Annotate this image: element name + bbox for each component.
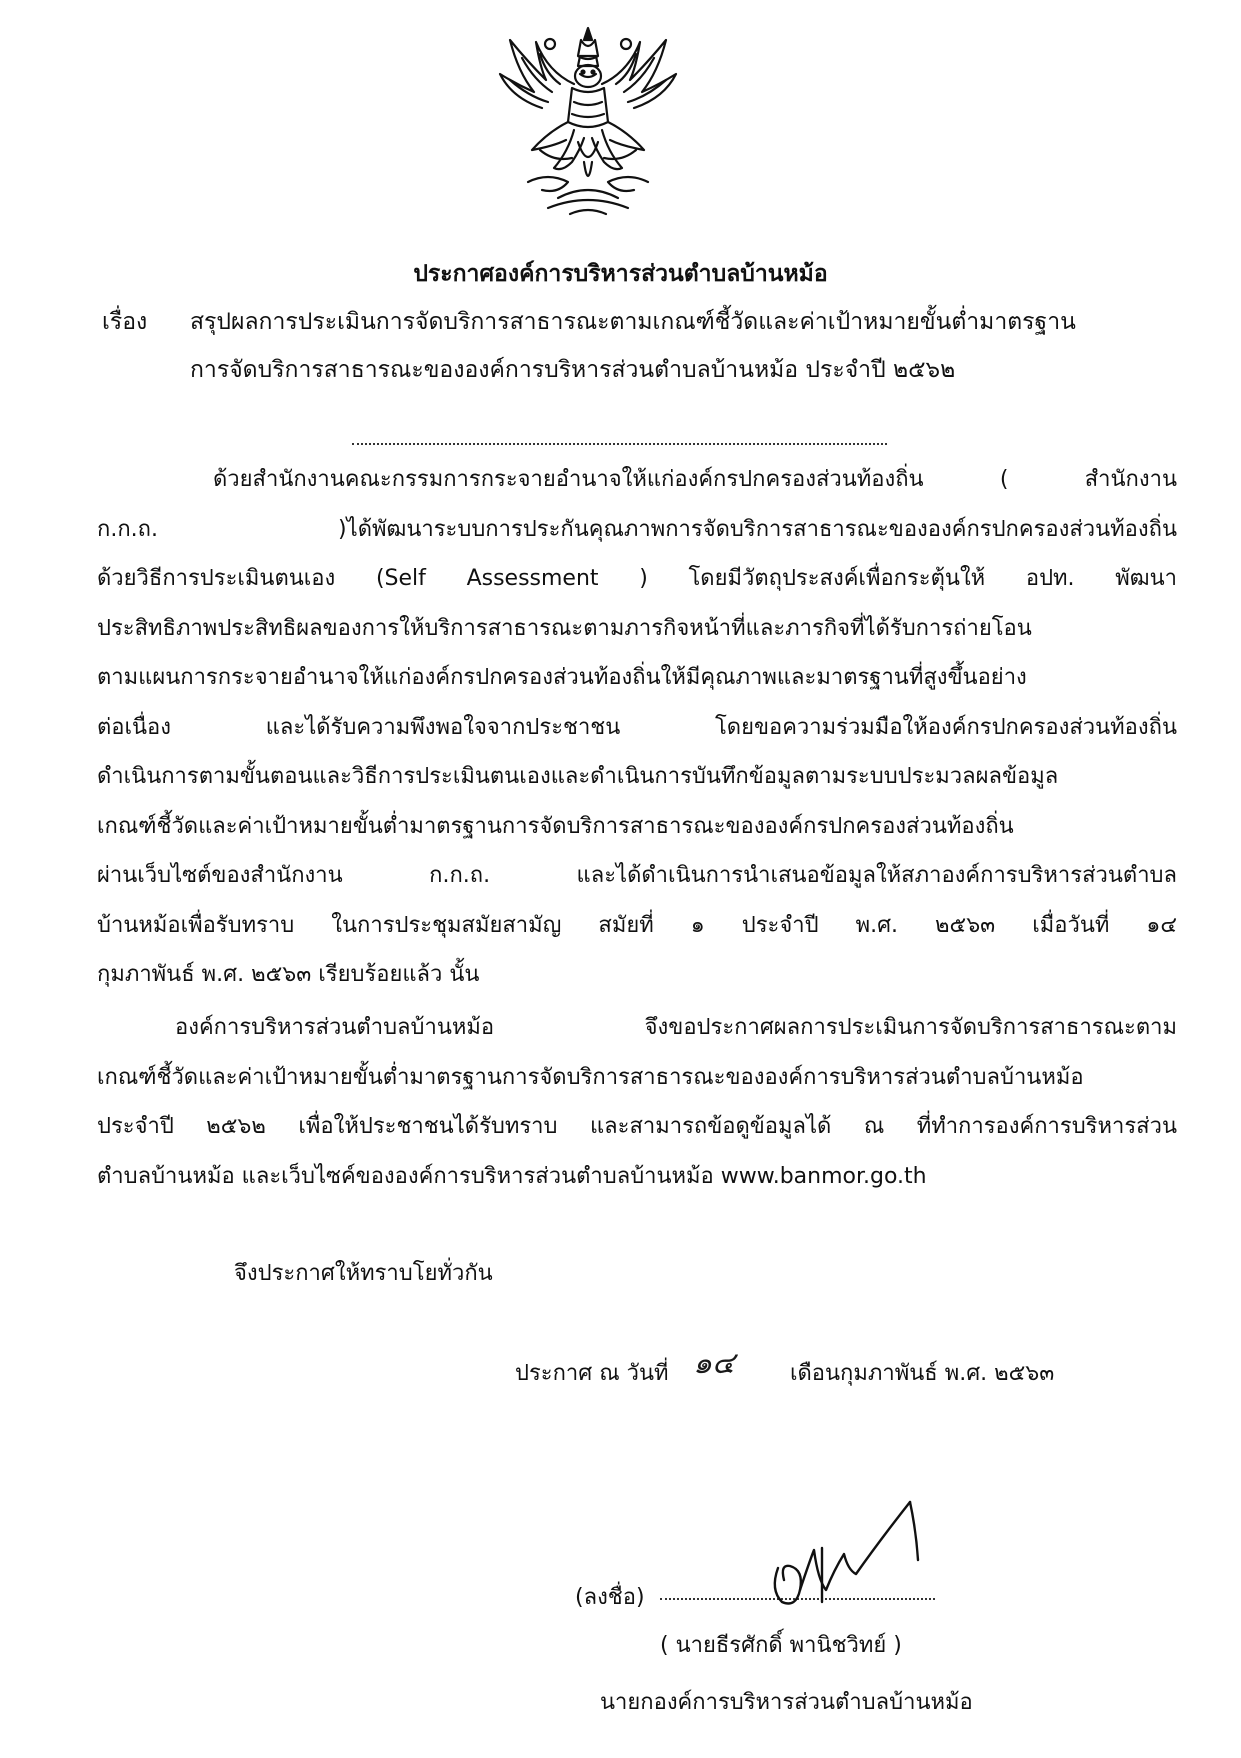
paragraph-1-line: ต่อเนื่อง และได้รับความพึงพอใจจากประชาชน โดยขอความร่วมมือให้องค์กรปกครองส่วนท้องถิ่น [97, 714, 1177, 740]
closing-statement: จึงประกาศให้ทราบโยทั่วกัน [234, 1261, 493, 1286]
garuda-emblem-icon [487, 22, 689, 222]
paragraph-1-line: ดำเนินการตามขั้นตอนและวิธีการประเมินตนเองและดำเนินการบันทึกข้อมูลตามระบบประมวลผลข้อมูล [97, 764, 1059, 789]
paragraph-1-line: บ้านหม้อเพื่อรับทราบ ในการประชุมสมัยสามัญ สมัยที่ ๑ ประจำปี พ.ศ. ๒๕๖๓ เมื่อวันที่ ๑๔ [97, 912, 1177, 938]
paragraph-2-line: ตำบลบ้านหม้อ และเว็บไซค์ขององค์การบริหารส่วนตำบลบ้านหม้อ www.banmor.go.th [97, 1163, 927, 1189]
paragraph-2-line: ประจำปี ๒๕๖๒ เพื่อให้ประชาชนได้รับทราบ และสามารถข้อดูข้อมูลได้ ณ ที่ทำการองค์การบริหารส่วน [97, 1114, 1177, 1139]
announcement-date-prefix: ประกาศ ณ วันที่ [515, 1361, 669, 1386]
document-title: ประกาศองค์การบริหารส่วนตำบลบ้านหม้อ [413, 261, 828, 287]
paragraph-1-line: ด้วยสำนักงานคณะกรรมการกระจายอำนาจให้แก่องค์กรปกครองส่วนท้องถิ่น ( สำนักงาน [213, 467, 1177, 492]
paragraph-1-line: เกณฑ์ชี้วัดและค่าเป้าหมายขั้นต่ำมาตรฐานการจัดบริการสาธารณะขององค์กรปกครองส่วนท้องถิ่น [97, 813, 1014, 839]
paragraph-1-line: ด้วยวิธีการประเมินตนเอง (Self Assessment ) โดยมีวัตถุประสงค์เพื่อกระตุ้นให้ อปท. พัฒนา [97, 566, 1177, 591]
handwritten-signature-icon [760, 1490, 930, 1610]
subject-line-1: สรุปผลการประเมินการจัดบริการสาธารณะตามเกณฑ์ชี้วัดและค่าเป้าหมายขั้นต่ำมาตรฐาน [190, 309, 1076, 335]
paragraph-2-line: องค์การบริหารส่วนตำบลบ้านหม้อ จึงขอประกาศผลการประเมินการจัดบริการสาธารณะตาม [175, 1015, 1177, 1040]
paragraph-1-line: ผ่านเว็บไซต์ของสำนักงาน ก.ก.ถ. และได้ดำเนินการนำเสนอข้อมูลให้สภาองค์การบริหารส่วนตำบล [97, 863, 1177, 888]
signer-name: ( นายธีรศักดิ์ พานิชวิทย์ ) [660, 1633, 902, 1658]
paragraph-2 [97, 1003, 1177, 1201]
paragraph-1-line: ก.ก.ถ. )ได้พัฒนาระบบการประกันคุณภาพการจัดบริการสาธารณะขององค์กรปกครองส่วนท้องถิ่น [97, 516, 1177, 542]
signer-title: นายกองค์การบริหารส่วนตำบลบ้านหม้อ [600, 1690, 973, 1715]
announcement-date-suffix: เดือนกุมภาพันธ์ พ.ศ. ๒๕๖๓ [790, 1361, 1055, 1386]
announcement-date-day: ๑๔ [693, 1346, 735, 1381]
dotted-divider [352, 443, 887, 445]
subject-label: เรื่อง [102, 309, 148, 335]
paragraph-1-line: ตามแผนการกระจายอำนาจให้แก่องค์กรปกครองส่วนท้องถิ่นให้มีคุณภาพและมาตรฐานที่สูงขึ้นอย่าง [97, 665, 1027, 690]
paragraph-1-line: กุมภาพันธ์ พ.ศ. ๒๕๖๓ เรียบร้อยแล้ว นั้น [97, 962, 480, 987]
paragraph-2-line: เกณฑ์ชี้วัดและค่าเป้าหมายขั้นต่ำมาตรฐานการจัดบริการสาธารณะขององค์การบริหารส่วนตำบลบ้านหม้อ [97, 1064, 1084, 1090]
paragraph-1 [97, 455, 1177, 1000]
subject-line-2: การจัดบริการสาธารณะขององค์การบริหารส่วนตำบลบ้านหม้อ ประจำปี ๒๕๖๒ [190, 357, 956, 383]
paragraph-1-line: ประสิทธิภาพประสิทธิผลของการให้บริการสาธารณะตามภารกิจหน้าที่และภารกิจที่ได้รับการถ่ายโอน [97, 615, 1032, 641]
sign-label: (ลงชื่อ) [575, 1585, 645, 1610]
